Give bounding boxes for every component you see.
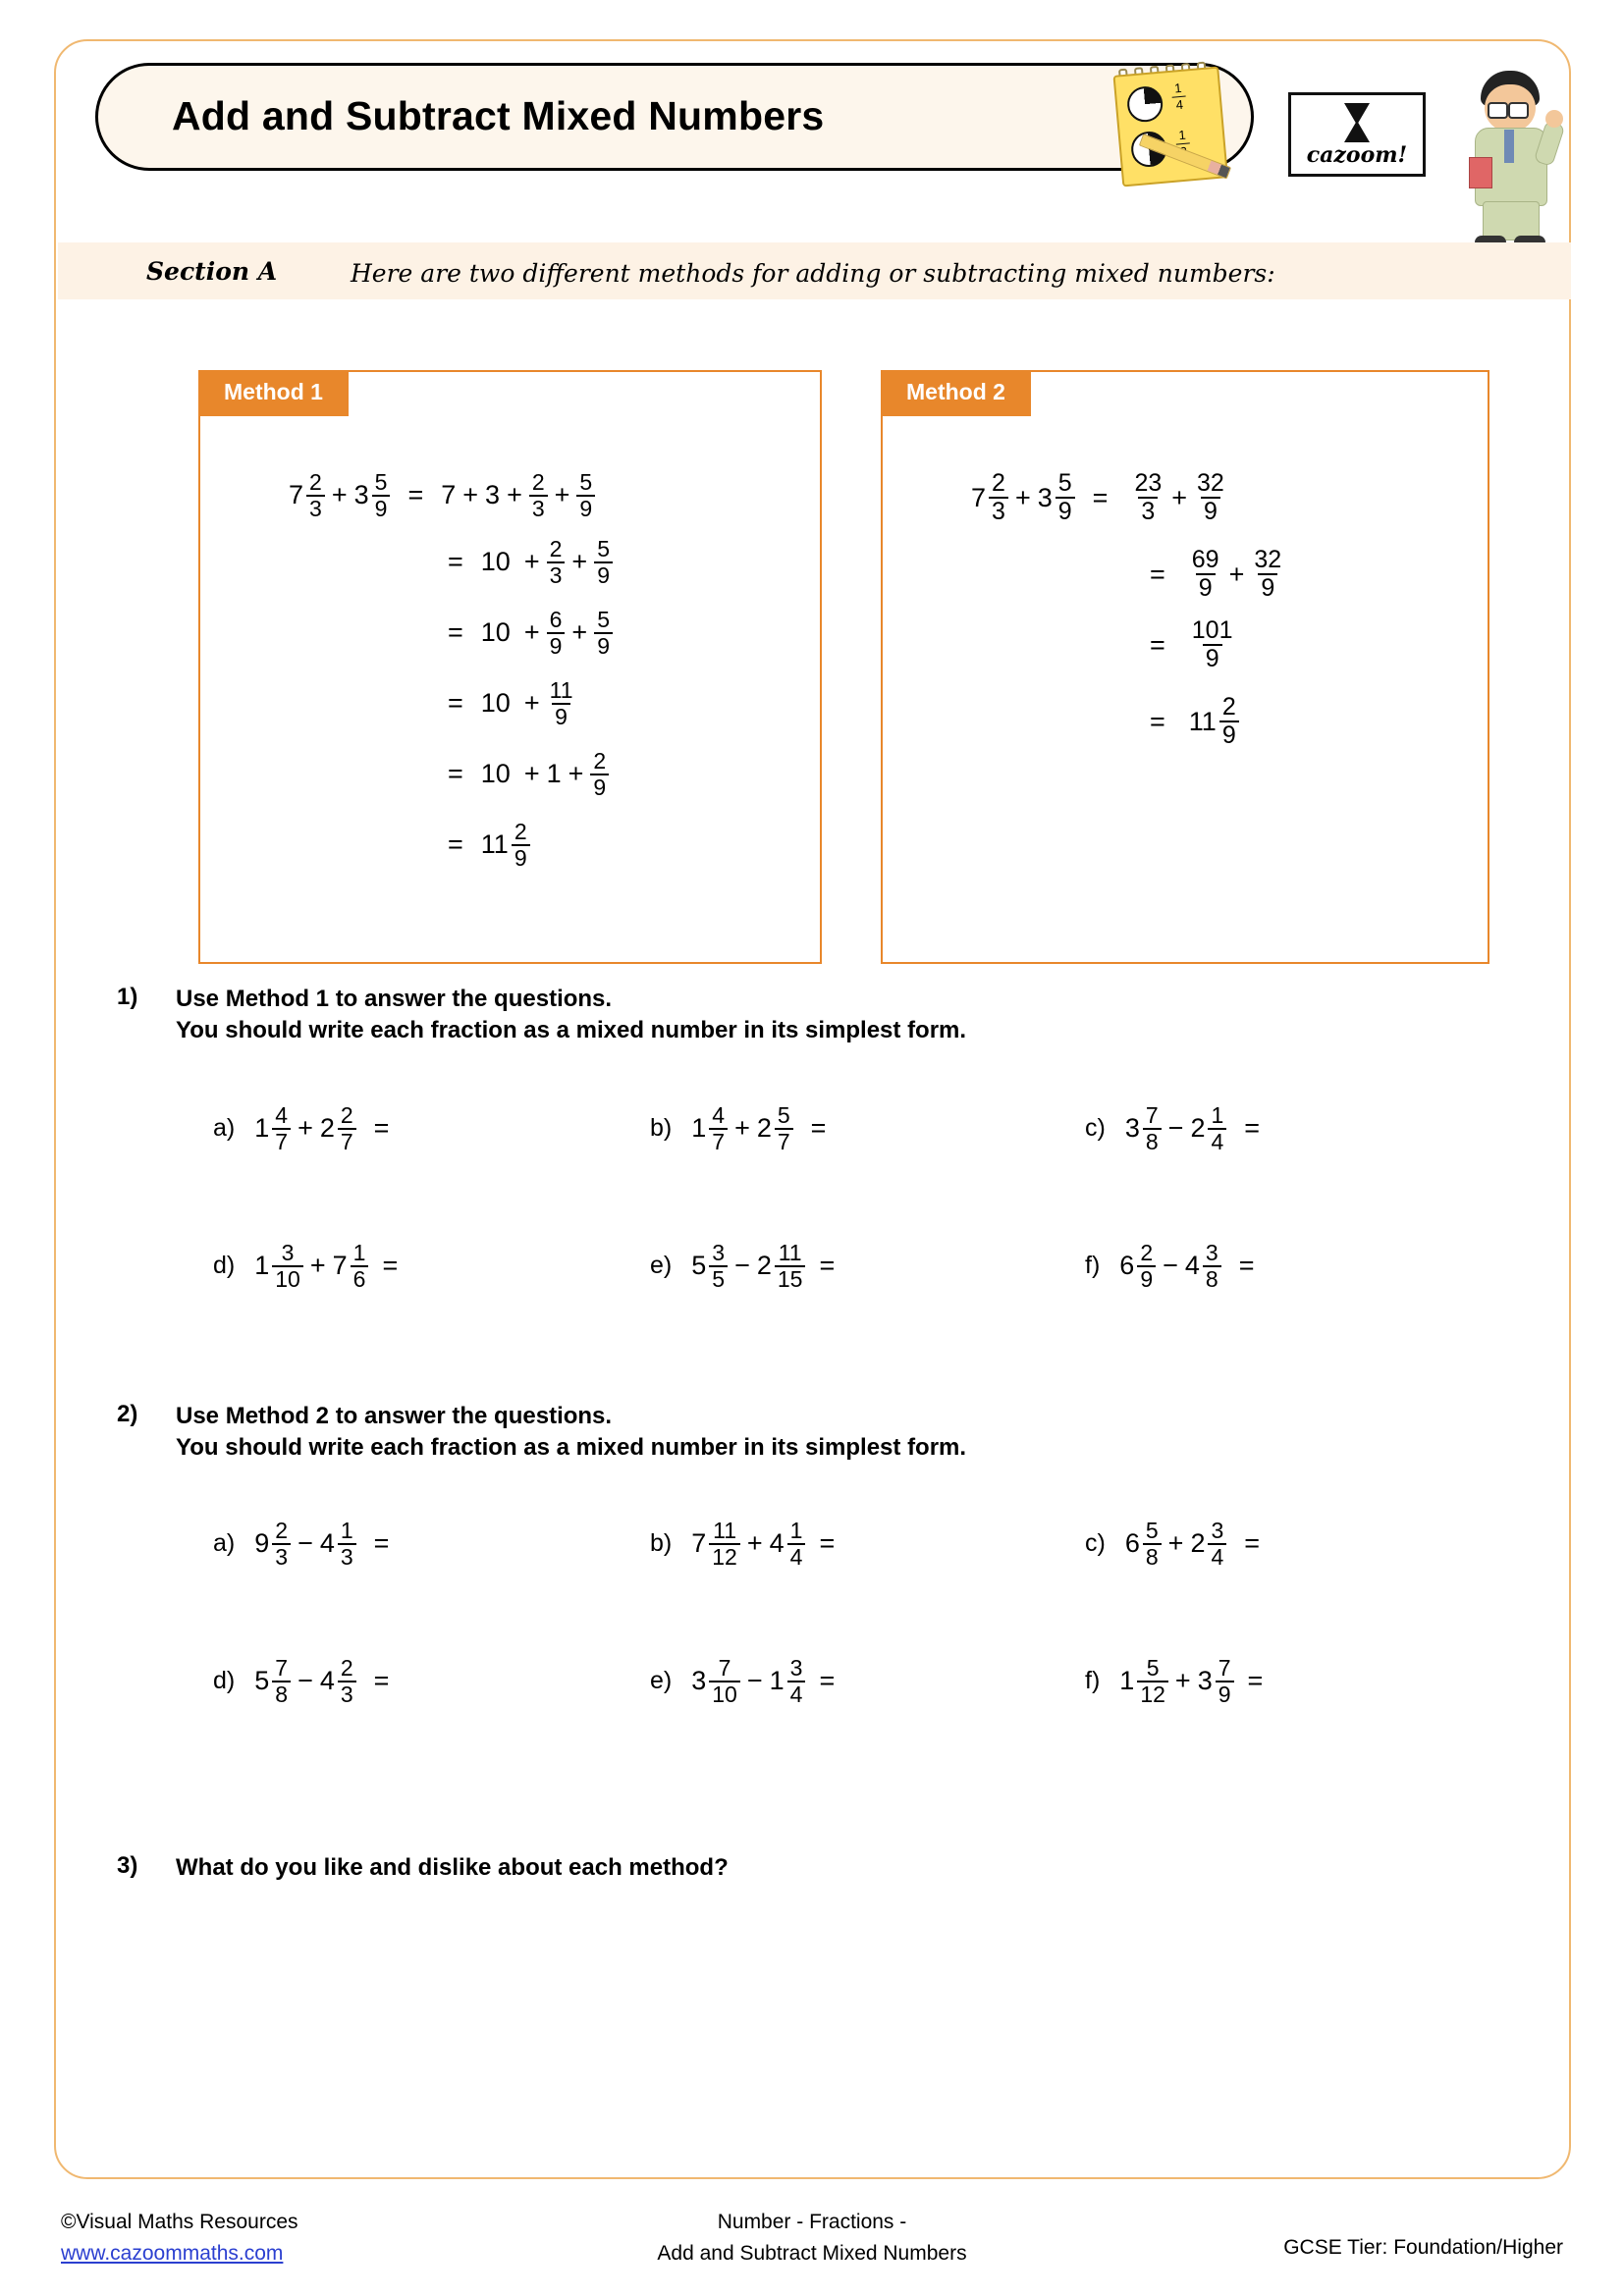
question-1-number: 1) — [117, 984, 138, 1010]
page-title: Add and Subtract Mixed Numbers — [172, 93, 825, 138]
method1-line-4: = 10 + $\frac{11}{9}$ — [448, 677, 573, 729]
question-1-item-e[interactable]: e) 5 $\frac{3}{5}$ − 2 $\frac{11}{15}$ = — [650, 1240, 836, 1292]
question-2-item-a[interactable]: a) 9 $\frac{2}{3}$ − 4 $\frac{1}{3}$ = — [213, 1518, 390, 1570]
question-1-item-d[interactable]: d) 1 $\frac{3}{10}$ + 7 $\frac{1}{6}$ = — [213, 1240, 399, 1292]
mascot-illustration — [1455, 71, 1573, 257]
quarter-pie-icon — [1126, 85, 1164, 124]
fraction-doodle-quarter: 1 4 — [1170, 81, 1187, 112]
footer-topic-line2: Add and Subtract Mixed Numbers — [657, 2241, 967, 2265]
question-1-prompt-line2: You should write each fraction as a mixed number in its simplest form. — [176, 1017, 967, 1043]
question-2-prompt-line1: Use Method 2 to answer the questions. — [176, 1403, 613, 1429]
footer-tier: GCSE Tier: Foundation/Higher — [1283, 2236, 1563, 2259]
footer-topic-line1: Number - Fractions - — [717, 2211, 907, 2233]
method-2-box — [881, 370, 1489, 964]
method2-line-1: 7 $\frac{2}{3}$ + 3 $\frac{5}{9}$ = $\frac{23}{3}$ + $\frac{32}{9}$ — [971, 469, 1224, 525]
question-2-item-f[interactable]: f) 1 $\frac{5}{12}$ + 3 $\frac{7}{9}$ = — [1085, 1655, 1264, 1707]
method1-line-1: 7 $\frac{2}{3}$ + 3 $\frac{5}{9}$ = 7 + 3 + $\frac{2}{3}$ + $\frac{5}{9}$ — [289, 470, 595, 521]
method2-line-3: = $\frac{101}{9}$ — [1150, 616, 1233, 672]
method-1-box — [198, 370, 822, 964]
question-3-prompt-line1: What do you like and dislike about each method? — [176, 1854, 729, 1881]
question-1-item-f[interactable]: f) 6 $\frac{2}{9}$ − 4 $\frac{3}{8}$ = — [1085, 1240, 1255, 1292]
question-1-item-c[interactable]: c) 3 $\frac{7}{8}$ − 2 $\frac{1}{4}$ = — [1085, 1102, 1261, 1154]
question-1-prompt-line1: Use Method 1 to answer the questions. — [176, 986, 613, 1012]
method1-line-2: = 10 + $\frac{2}{3}$ + $\frac{5}{9}$ — [448, 537, 613, 588]
section-instruction: Here are two different methods for adding or subtracting mixed numbers: — [351, 259, 1275, 288]
footer-copyright: ©Visual Maths Resources — [61, 2211, 298, 2233]
method-1-tab: Method 1 — [198, 370, 349, 416]
question-2-item-e[interactable]: e) 3 $\frac{7}{10}$ − 1 $\frac{3}{4}$ = — [650, 1655, 836, 1707]
question-3-number: 3) — [117, 1852, 138, 1879]
question-2-number: 2) — [117, 1401, 138, 1427]
method1-line-3: = 10 + $\frac{6}{9}$ + $\frac{5}{9}$ — [448, 608, 613, 659]
method2-line-2: = $\frac{69}{9}$ + $\frac{32}{9}$ — [1150, 546, 1282, 602]
hourglass-icon — [1344, 103, 1370, 142]
logo-label: cazoom! — [1306, 142, 1408, 168]
method-2-tab: Method 2 — [881, 370, 1031, 416]
section-label: Section A — [146, 257, 278, 286]
cazoom-logo — [1288, 92, 1426, 177]
method2-line-4: = 11 $\frac{2}{9}$ — [1150, 694, 1239, 749]
footer-website-link[interactable]: www.cazoommaths.com — [61, 2241, 284, 2265]
question-2-item-d[interactable]: d) 5 $\frac{7}{8}$ − 4 $\frac{2}{3}$ = — [213, 1655, 390, 1707]
worksheet-page — [54, 39, 1571, 2179]
question-1-item-a[interactable]: a) 1 $\frac{4}{7}$ + 2 $\frac{2}{7}$ = — [213, 1102, 390, 1154]
question-2-item-b[interactable]: b) 7 $\frac{11}{12}$ + 4 $\frac{1}{4}$ = — [650, 1518, 836, 1570]
title-box — [95, 63, 1254, 171]
question-2-prompt-line2: You should write each fraction as a mixed number in its simplest form. — [176, 1434, 967, 1461]
notepad-icon — [1107, 56, 1235, 191]
method1-line-6: = 11 $\frac{2}{9}$ — [448, 820, 530, 871]
question-2-item-c[interactable]: c) 6 $\frac{5}{8}$ + 2 $\frac{3}{4}$ = — [1085, 1518, 1261, 1570]
fraction-doodle-half: 1 — [1175, 128, 1192, 158]
method1-line-5: = 10 + 1 + $\frac{2}{9}$ — [448, 749, 609, 800]
question-1-item-b[interactable]: b) 1 $\frac{4}{7}$ + 2 $\frac{5}{7}$ = — [650, 1102, 827, 1154]
